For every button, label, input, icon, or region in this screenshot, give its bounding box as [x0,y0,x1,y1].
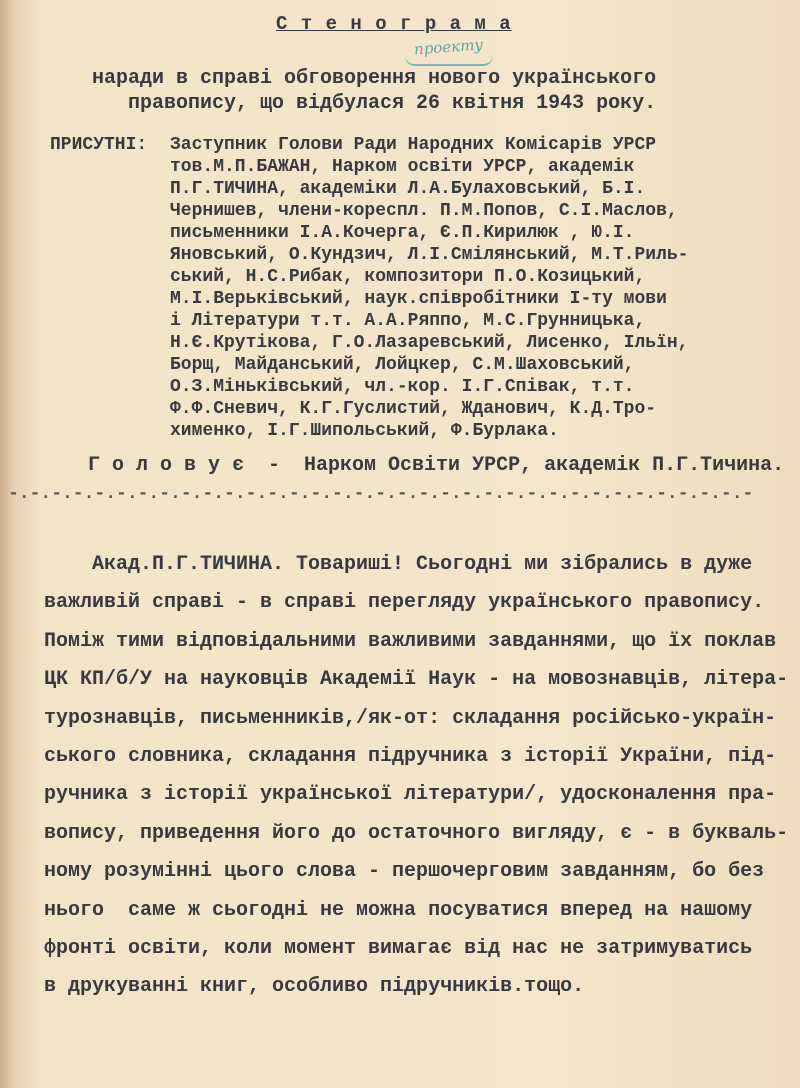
present-line: хименко, І.Г.Шипольський, Ф.Бурлака. [170,421,559,441]
body-line: Акад.П.Г.ТИЧИНА. Товариші! Сьогодні ми зібрались в дуже [44,553,753,576]
body-line: ЦК КП/б/У на науковців Академії Наук - на мовознавців, літера- [44,668,789,692]
body-text [44,546,788,1007]
subtitle-line: правопису, що відбулася 26 квітня 1943 року. [92,92,657,115]
subtitle-line: наради в справі обговорення нового українського [92,67,657,90]
present-line: Н.Є.Крутікова, Г.О.Лазаревський, Лисенко, Ільїн, [170,333,689,353]
document-title: С т е н о г р а м а [276,13,512,35]
body-line: ського словника, складання підручника з історії України, під- [44,745,777,769]
body-line: нього саме ж сьогодні не можна посуватися вперед на нашому [44,898,753,922]
present-line: М.І.Верьківський, наук.співробітники І-ту мови [170,289,667,309]
present-list [170,134,688,442]
body-line: в друкуванні книг, особливо підручників.тощо. [44,975,585,999]
present-line: тов.М.П.БАЖАН, Нарком освіти УРСР, академік [170,157,635,177]
present-line: Яновський, О.Кундзич, Л.І.Смілянський, М.Т.Риль- [170,245,689,265]
chair-line: Г о л о в у є - Нарком Освіти УРСР, академік П.Г.Тичина. [88,454,785,477]
present-line: О.З.Міньківський, чл.-кор. І.Г.Співак, т.т. [170,377,635,397]
present-line: ський, Н.С.Рибак, композитори П.О.Козицький, [170,267,646,287]
present-line: Борщ, Майданський, Лойцкер, С.М.Шаховський, [170,355,635,375]
handwritten-note: проекту [413,35,484,59]
body-line: Поміж тими відповідальними важливими завданнями, що їх поклав [44,629,777,653]
body-line: ному розумінні цього слова - першочерговим завданням, бо без [44,860,765,884]
body-line: вопису, приведення його до остаточного вигляду, є - в букваль- [44,821,789,845]
body-line: важливій справі - в справі перегляду українського правопису. [44,591,765,615]
body-line: ручника з історії української літератури/, удосконалення пра- [44,783,777,807]
present-label: ПРИСУТНІ: [50,135,148,155]
present-line: П.Г.ТИЧИНА, академіки Л.А.Булаховський, Б.І. [170,179,646,199]
present-line: Чернишев, члени-кореспл. П.М.Попов, С.І.Маслов, [170,201,678,221]
body-line: фронті освіти, коли момент вимагає від нас не затримуватись [44,937,753,961]
body-line: турознавців, письменників,/як-от: складання російсько-україн- [44,706,777,730]
present-line: письменники І.А.Кочерга, Є.П.Кирилюк , Ю.І. [170,223,635,243]
present-line: і Літератури т.т. А.А.Ряппо, М.С.Грунницька, [170,311,646,331]
present-line: Заступник Голови Ради Народних Комісарів УРСР [170,135,657,155]
separator-line: -.-.-.-.-.-.-.-.-.-.-.-.-.-.-.-.-.-.-.-.-.-.-.-.-.-.-.-.-.-.-.-.-.-.- [8,484,754,504]
document-subtitle [92,66,656,116]
present-line: Ф.Ф.Сневич, К.Г.Гуслистий, Жданович, К.Д.Тро- [170,399,657,419]
